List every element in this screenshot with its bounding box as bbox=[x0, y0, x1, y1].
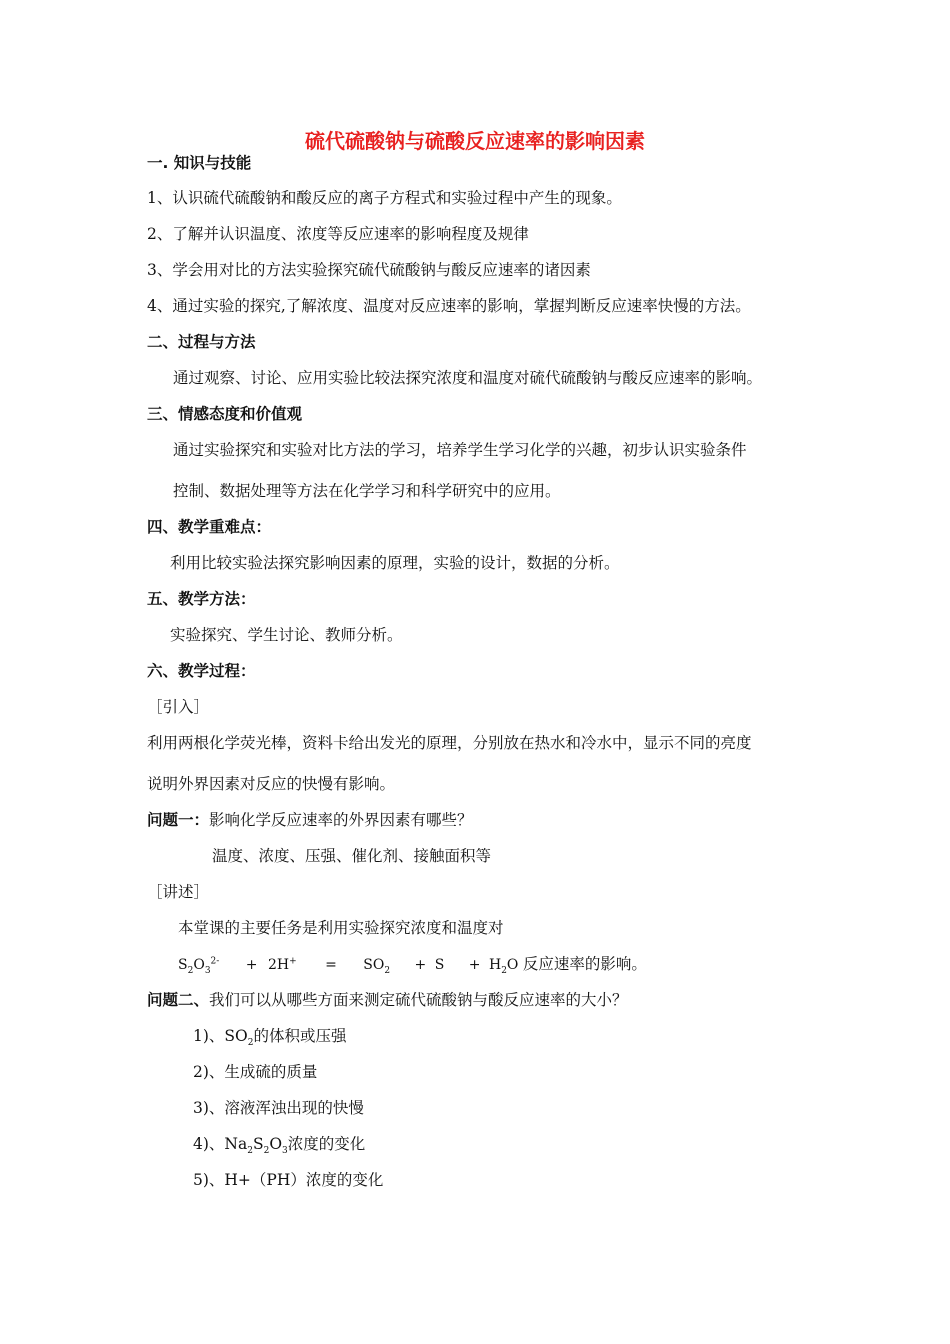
intro-line-2: 说明外界因素对反应的快慢有影响。 bbox=[147, 775, 396, 793]
section-4-heading: 四、教学重难点： bbox=[147, 518, 272, 536]
plus-sign: + bbox=[245, 957, 258, 973]
answer-2: 2)、生成硫的质量 bbox=[193, 1063, 318, 1081]
section-1-heading: 一. 知识与技能 bbox=[147, 154, 252, 172]
question-1-text: 影响化学反应速率的外界因素有哪些？ bbox=[209, 811, 473, 829]
section-1-item-4: 4、通过实验的探究,了解浓度、温度对反应速率的影响，掌握判断反应速率快慢的方法。 bbox=[147, 297, 751, 315]
answer-5: 5)、H+（PH）浓度的变化 bbox=[193, 1171, 384, 1189]
question-1-answer: 温度、浓度、压强、催化剂、接触面积等 bbox=[212, 847, 492, 865]
section-4-text: 利用比较实验法探究影响因素的原理，实验的设计，数据的分析。 bbox=[170, 554, 620, 572]
section-3-line-2: 控制、数据处理等方法在化学学习和科学研究中的应用。 bbox=[173, 482, 561, 500]
water: $H_2O$ bbox=[488, 957, 519, 976]
sulfur: S bbox=[434, 957, 445, 973]
question-2 bbox=[147, 990, 628, 1010]
lecture-label: ［讲述］ bbox=[147, 883, 210, 901]
document-title: 硫代硫酸钠与硫酸反应速率的影响因素 bbox=[305, 129, 645, 153]
answer-4: 4)、$Na_2S_2O_3$浓度的变化 bbox=[193, 1135, 366, 1157]
section-5-heading: 五、教学方法： bbox=[147, 590, 256, 608]
section-5-text: 实验探究、学生讨论、教师分析。 bbox=[170, 626, 403, 644]
answer-1: 1)、$SO_2$的体积或压强 bbox=[193, 1027, 347, 1049]
plus-sign: + bbox=[414, 957, 427, 973]
section-6-heading: 六、教学过程： bbox=[147, 662, 256, 680]
thiosulfate-ion: $S_2O_3^{2-}$ bbox=[178, 956, 220, 976]
equation-tail: 反应速率的影响。 bbox=[522, 955, 647, 973]
plus-sign: + bbox=[468, 957, 481, 973]
intro-line-1: 利用两根化学荧光棒，资料卡给出发光的原理，分别放在热水和冷水中，显示不同的亮度 bbox=[147, 734, 752, 752]
equals-sign: = bbox=[325, 957, 337, 973]
ionic-equation bbox=[178, 954, 647, 975]
question-1 bbox=[147, 810, 473, 830]
question-2-label: 问题二、 bbox=[147, 991, 210, 1009]
section-1-item-3: 3、学会用对比的方法实验探究硫代硫酸钠与酸反应速率的诸因素 bbox=[147, 261, 591, 279]
lecture-text: 本堂课的主要任务是利用实验探究浓度和温度对 bbox=[178, 919, 504, 937]
question-2-text: 我们可以从哪些方面来测定硫代硫酸钠与酸反应速率的大小？ bbox=[209, 991, 628, 1009]
section-2-text: 通过观察、讨论、应用实验比较法探究浓度和温度对硫代硫酸钠与酸反应速率的影响。 bbox=[173, 369, 763, 387]
intro-label: ［引入］ bbox=[147, 698, 210, 716]
question-1-label: 问题一： bbox=[147, 811, 210, 829]
section-1-item-2: 2、了解并认识温度、浓度等反应速率的影响程度及规律 bbox=[147, 225, 529, 243]
section-1-item-1: 1、认识硫代硫酸钠和酸反应的离子方程式和实验过程中产生的现象。 bbox=[147, 189, 622, 207]
section-3-line-1: 通过实验探究和实验对比方法的学习，培养学生学习化学的兴趣，初步认识实验条件 bbox=[173, 441, 747, 459]
section-2-heading: 二、过程与方法 bbox=[147, 333, 256, 351]
answer-3: 3)、溶液浑浊出现的快慢 bbox=[193, 1099, 364, 1117]
section-3-heading: 三、情感态度和价值观 bbox=[147, 405, 303, 423]
sulfur-dioxide: $SO_2$ bbox=[363, 957, 391, 976]
hydrogen-ion: 2H+ bbox=[267, 956, 297, 973]
